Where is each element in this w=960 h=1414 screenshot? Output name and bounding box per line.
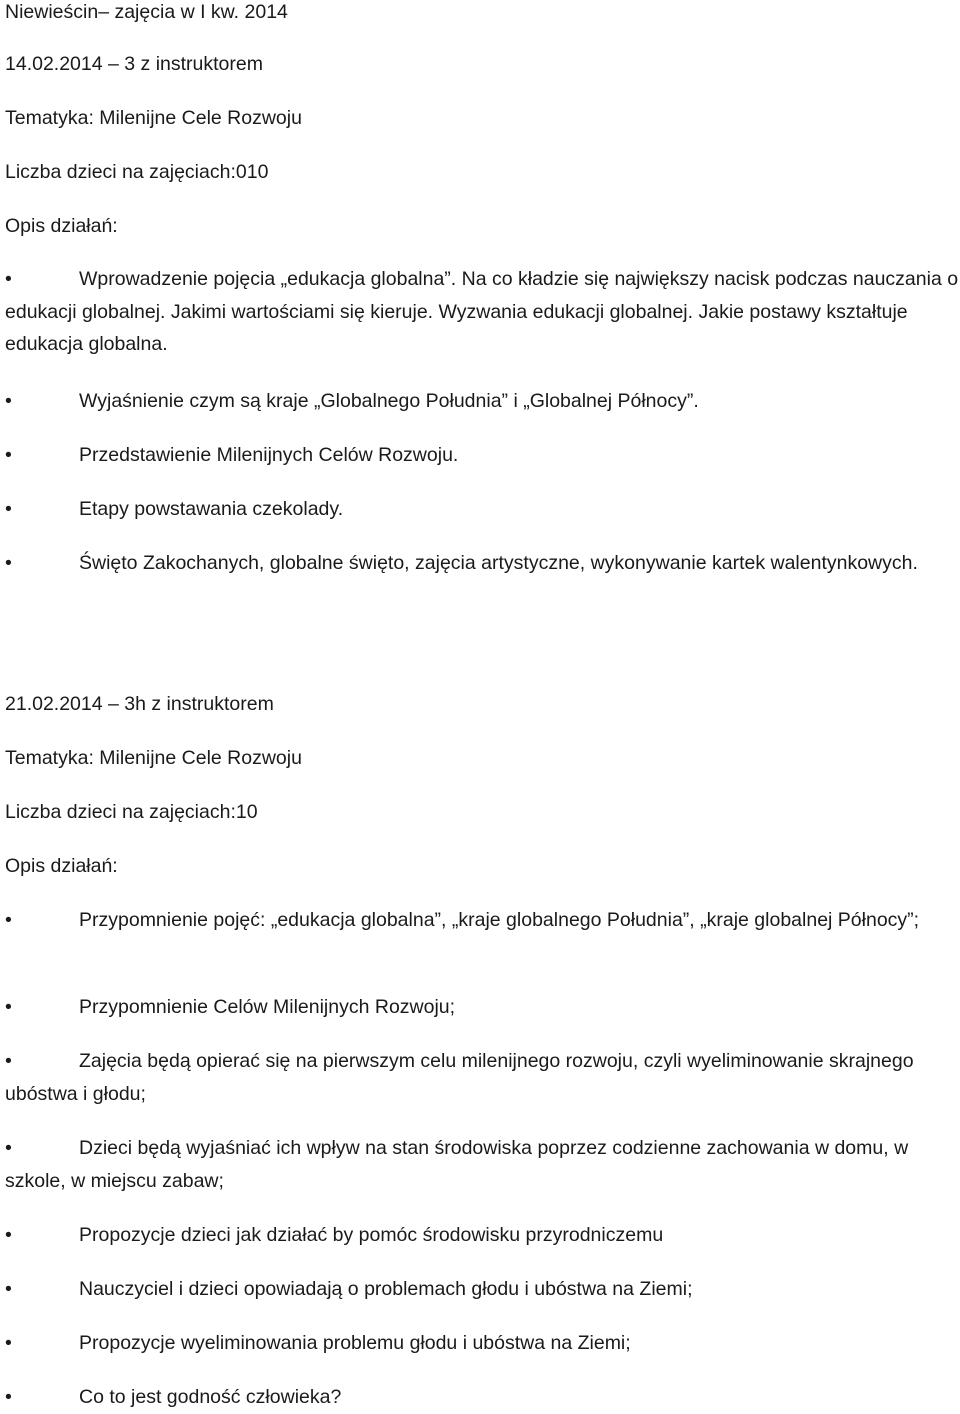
session-1-children-count: Liczba dzieci na zajęciach:010 <box>5 161 269 183</box>
session-2-list-item <box>5 904 960 937</box>
list-item-text: Święto Zakochanych, globalne święto, zajęcia artystyczne, wykonywanie kartek walentynkowych. <box>79 552 918 574</box>
list-item-text: Przypomnienie Celów Milenijnych Rozwoju; <box>79 996 456 1018</box>
list-item-text: Etapy powstawania czekolady. <box>79 498 344 520</box>
bullet-icon: • <box>5 268 12 290</box>
bullet-icon: • <box>5 1050 12 1072</box>
session-2-list-item <box>5 1132 960 1197</box>
list-item-text: Propozycje dzieci jak działać by pomóc środowisku przyrodniczemu <box>79 1224 664 1246</box>
list-item-text: Przypomnienie pojęć: „edukacja globalna”, „kraje globalnego Południa”, „kraje globalnej Północy”; <box>79 909 920 931</box>
list-item-text: Zajęcia będą opierać się na pierwszym celu milenijnego rozwoju, czyli wyeliminowanie skrajnego ubóstwa i głodu; <box>5 1050 914 1105</box>
bullet-icon: • <box>5 552 12 574</box>
session-2-list-item <box>5 991 960 1024</box>
session-2-actions-label: Opis działań: <box>5 855 118 877</box>
document-title: Niewieścin– zajęcia w I kw. 2014 <box>5 1 288 23</box>
list-item-text: Co to jest godność człowieka? <box>79 1386 342 1408</box>
bullet-icon: • <box>5 996 12 1018</box>
session-2-list-item <box>5 1273 960 1306</box>
bullet-icon: • <box>5 498 12 520</box>
bullet-icon: • <box>5 1386 12 1408</box>
bullet-icon: • <box>5 444 12 466</box>
bullet-icon: • <box>5 1224 12 1246</box>
session-2-list-item <box>5 1327 960 1360</box>
session-2-children-count: Liczba dzieci na zajęciach:10 <box>5 801 258 823</box>
list-item-text: Nauczyciel i dzieci opowiadają o problemach głodu i ubóstwa na Ziemi; <box>79 1278 693 1300</box>
list-item-text: Wyjaśnienie czym są kraje „Globalnego Południa” i „Globalnej Północy”. <box>79 390 699 412</box>
session-1-date: 14.02.2014 – 3 z instruktorem <box>5 53 263 75</box>
list-item-text: Propozycje wyeliminowania problemu głodu i ubóstwa na Ziemi; <box>79 1332 631 1354</box>
session-1-list-item <box>5 439 960 472</box>
session-2-list-item <box>5 1045 960 1110</box>
session-1-list-item <box>5 493 960 526</box>
session-1-actions-label: Opis działań: <box>5 215 118 237</box>
list-item-text: Dzieci będą wyjaśniać ich wpływ na stan środowiska poprzez codzienne zachowania w domu, w szkole, w miejscu zabaw; <box>5 1137 909 1192</box>
session-2-list-item <box>5 1381 960 1414</box>
session-2-list-item <box>5 1219 960 1252</box>
bullet-icon: • <box>5 1278 12 1300</box>
session-2-topic: Tematyka: Milenijne Cele Rozwoju <box>5 747 302 769</box>
bullet-icon: • <box>5 1137 12 1159</box>
session-1-list-item <box>5 263 960 361</box>
bullet-icon: • <box>5 390 12 412</box>
session-1-topic: Tematyka: Milenijne Cele Rozwoju <box>5 107 302 129</box>
bullet-icon: • <box>5 909 12 931</box>
session-1-list-item <box>5 547 960 580</box>
list-item-text: Przedstawienie Milenijnych Celów Rozwoju. <box>79 444 459 466</box>
bullet-icon: • <box>5 1332 12 1354</box>
list-item-text: Wprowadzenie pojęcia „edukacja globalna”. Na co kładzie się największy nacisk podczas nauczania o edukacji globalnej. Jakimi wartościami się kieruje. Wyzwania edukacji globalnej. Jakie postawy kształtuje edukacja globalna. <box>5 268 959 355</box>
session-1-list-item <box>5 385 960 418</box>
session-2-date: 21.02.2014 – 3h z instruktorem <box>5 693 274 715</box>
